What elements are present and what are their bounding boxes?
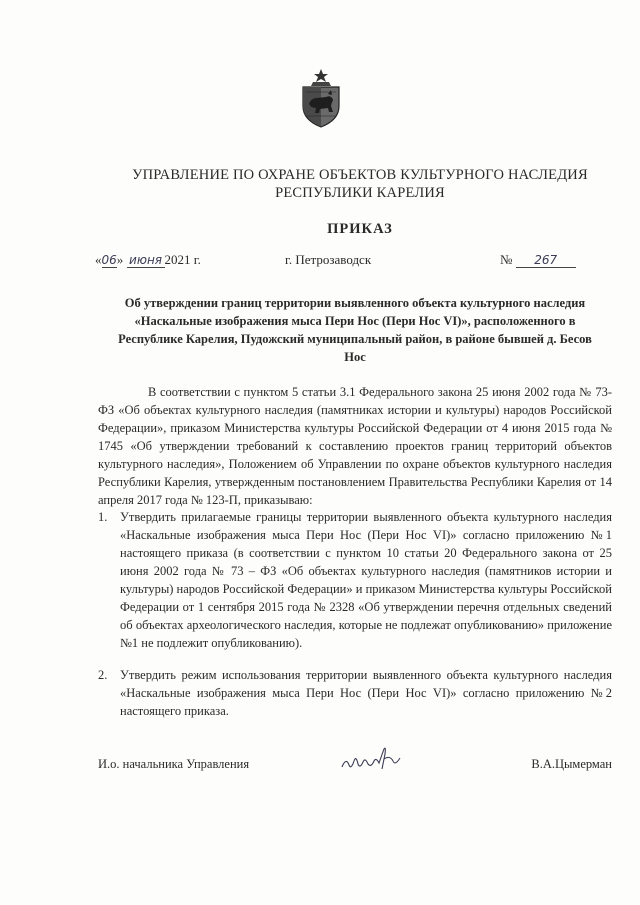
date-month: июня [127, 253, 165, 268]
organization-title [100, 166, 620, 202]
handwritten-signature-icon [338, 745, 408, 773]
order-item-number: 2. [98, 668, 108, 682]
order-item-text: Утвердить прилагаемые границы территории выявленного объекта культурного наследия «Наскальные изображения мыса Пери Нос (Пери Нос VI)» согласно приложению №1 настоящего приказа (в соответствии с пунктом 10 статьи 20 Федерального закона от 25 июня 2002 года № 73 – ФЗ «Об объектах культурного наследия (памятников истории и культуры) народов Российской Федерации» и приказом Министерства культуры Российской Федерации от 1 сентября 2015 года № 2328 «Об утверждении перечня отдельных сведений об объектах археологического наследия, которые не подлежат опубликованию» приложение №1 не подлежит опубликованию). [120, 510, 612, 650]
signatory-position: И.о. начальника Управления [98, 757, 250, 771]
date-close-quote: » [116, 252, 124, 267]
document-preamble: В соответствии с пунктом 5 статьи 3.1 Федерального закона 25 июня 2002 года № 73-ФЗ «Об объектах культурного наследия (памятниках истории и культуры) народов Российской Федерации», приказом Министерства культуры Российской Федерации от 4 июня 2015 года № 1745 «Об утверждении требований к составлению проектов границ территорий объектов культурного наследия», Положением об Управлении по охране объектов культурного наследия Республики Карелия, утвержденным постановлением Правительства Республики Карелия от 14 апреля 2017 года № 123-П, приказываю: [98, 385, 612, 507]
order-item-text: Утвердить режим использования территории выявленного объекта культурного наследия «Наскальные изображения мыса Пери Нос (Пери Нос VI)» согласно приложению №2 настоящего приказа. [120, 668, 612, 718]
signatory-name: В.А.Цымерман [531, 757, 612, 771]
order-items [98, 508, 612, 720]
document-meta [95, 252, 615, 272]
signature-block [98, 753, 612, 777]
document-date [95, 252, 201, 268]
document-city: г. Петрозаводск [285, 252, 372, 267]
document-type: ПРИКАЗ [327, 221, 393, 237]
date-open-quote: « [95, 252, 102, 267]
date-day: 06 [101, 253, 117, 267]
karelia-coat-of-arms-icon [298, 68, 344, 128]
org-title-line-1: УПРАВЛЕНИЕ ПО ОХРАНЕ ОБЪЕКТОВ КУЛЬТУРНОГО НАСЛЕДИЯ [132, 167, 588, 183]
document-number [500, 252, 576, 268]
number-value: 267 [516, 253, 576, 268]
date-year: 2021 г. [164, 252, 201, 267]
document-subject: Об утверждении границ территории выявленного объекта культурного наследия «Наскальные изображения мыса Пери Нос (Пери Нос VI)», расположенного в Республике Карелия, Пудожский муниципальный район, в районе бывшей д. Бесов Нос [118, 296, 592, 364]
order-item-number: 1. [98, 510, 108, 524]
org-title-line-2: РЕСПУБЛИКИ КАРЕЛИЯ [275, 185, 445, 201]
number-label: № [500, 252, 513, 267]
order-item [98, 666, 612, 720]
order-item [98, 508, 612, 652]
